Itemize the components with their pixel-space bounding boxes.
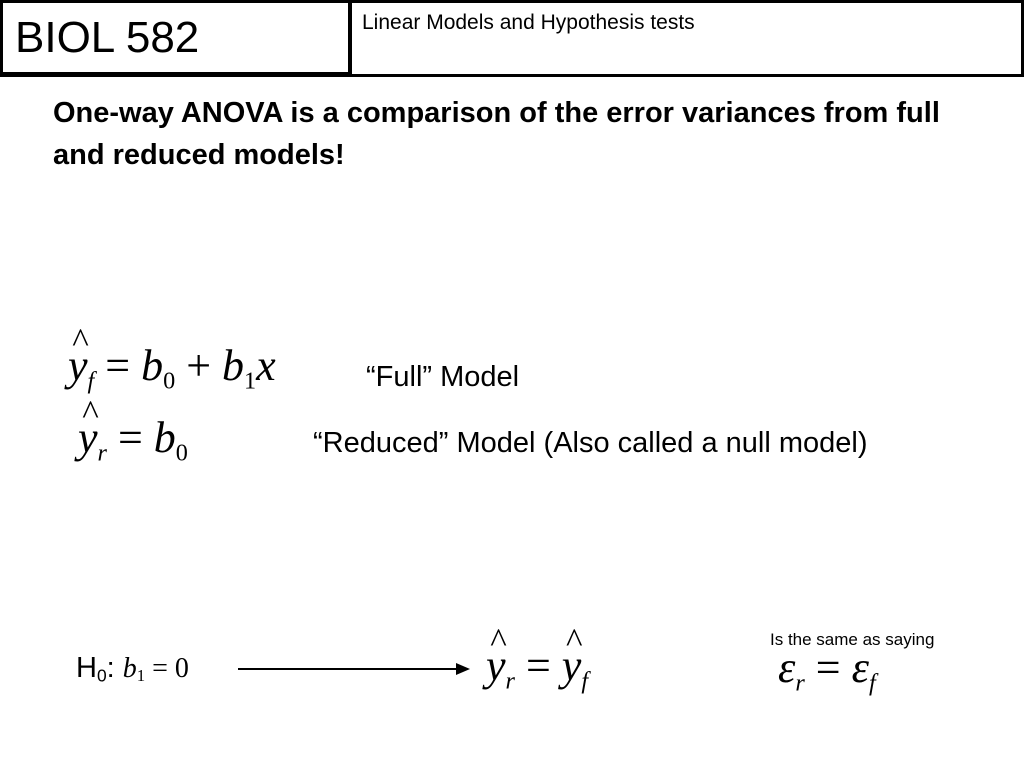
hypothesis-equation (123, 653, 189, 684)
hypothesis-h-subscript: 0 (96, 665, 107, 686)
reduced-model-label (313, 427, 868, 460)
full-model-name: Full (375, 361, 423, 393)
implies-arrow-icon (238, 659, 470, 679)
hypothesis-coef: b (122, 653, 137, 684)
full-model-suffix: Model (432, 361, 520, 393)
error-equation: $\varepsilon_r = \varepsilon_f$ (778, 643, 876, 697)
reduced-model-suffix: Model (Also called a null model) (448, 427, 868, 459)
reduced-model-equation: ^ $y_r = b_0$ (78, 412, 188, 463)
full-quote-open: “ (366, 361, 376, 393)
reduced-quote-close: ” (438, 427, 449, 459)
full-quote-close: ” (422, 361, 433, 393)
hypothesis-colon: : (106, 652, 115, 684)
hypothesis-coef-subscript: 1 (136, 666, 146, 686)
course-header-box (0, 0, 351, 77)
full-model-equation: ^ $y_f = b_0 + b_1x$ (68, 340, 276, 391)
course-title: BIOL 582 (15, 13, 200, 62)
null-hypothesis (76, 652, 189, 686)
full-model-label (366, 361, 519, 394)
topic-title: Linear Models and Hypothesis tests (362, 11, 695, 34)
same-as-note: Is the same as saying (770, 630, 935, 649)
reduced-model-name: Reduced (322, 427, 439, 459)
topic-header-box (349, 0, 1024, 77)
reduced-quote-open: “ (313, 427, 323, 459)
hypothesis-h: H (76, 652, 97, 684)
implied-equation: ^ $y_r$ = ^ $y_f$ (486, 640, 588, 691)
hypothesis-relation: = 0 (145, 653, 189, 684)
slide-headline: One-way ANOVA is a comparison of the error variances from full and reduced models! (53, 97, 940, 171)
